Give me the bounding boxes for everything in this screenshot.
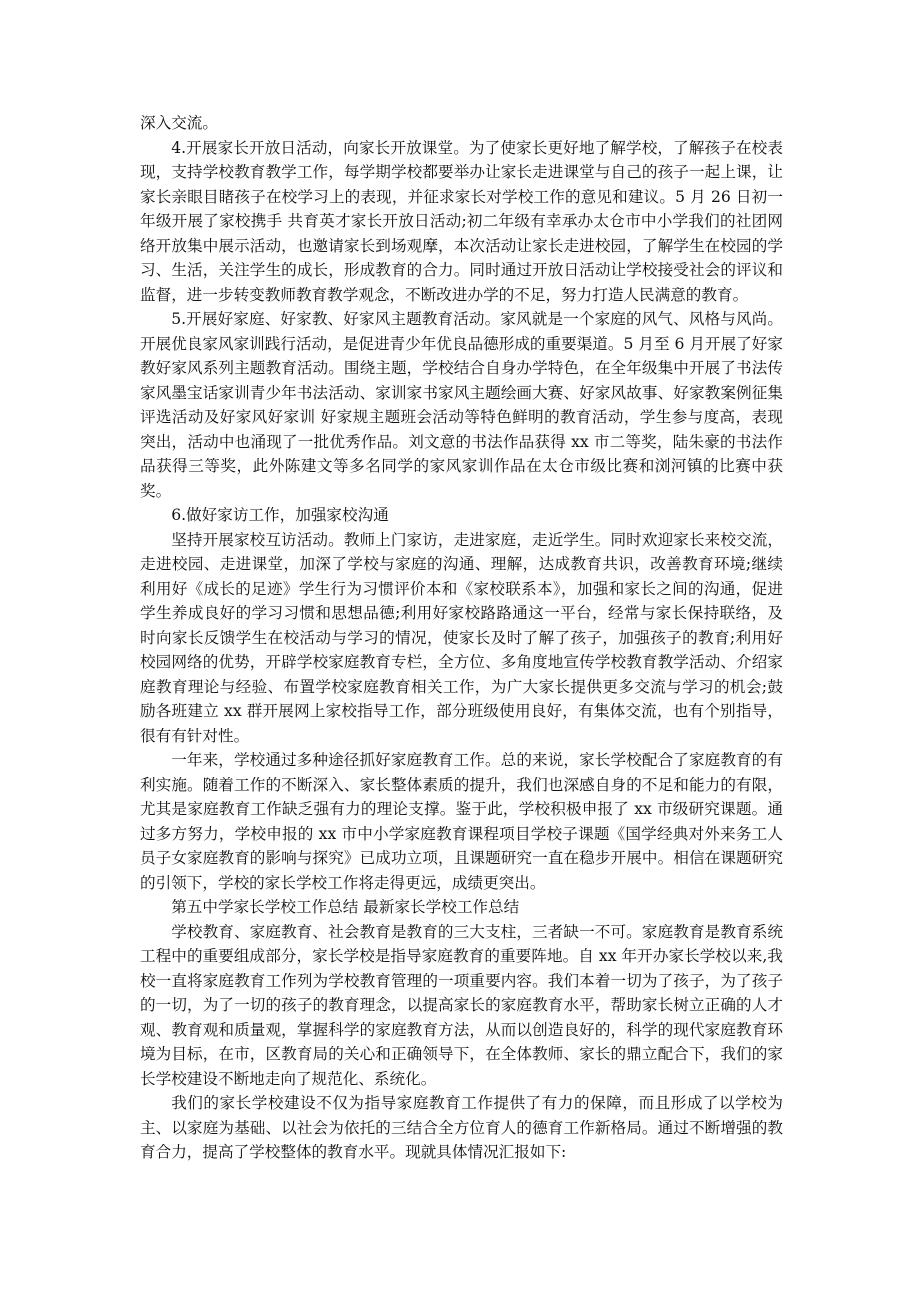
paragraph-overview: 我们的家长学校建设不仅为指导家庭教育工作提供了有力的保障，而且形成了以学校为主、以家庭为基础、以社会为依托的三结合全方位育人的德育工作新格局。通过不断增强的教育合力，提高了学校整体的教育水平。现就具体情况汇报如下: <box>140 1094 783 1161</box>
paragraph-year-summary: 一年来，学校通过多种途径抓好家庭教育工作。总的来说，家长学校配合了家庭教育的有利实施。随着工作的不断深入、家长整体素质的提升，我们也深感自身的不足和能力的有限，尤其是家庭教育工作缺乏强有力的理论支撑。鉴于此，学校积极申报了 xx 市级研究课题。通过多方努力，学校申报的 xx 市中小学家庭教育课程项目学校子课题《国学经典对外来务工人员子女家庭教育的影响与探究》已成功立项，且课题研究一直在稳步开展中。相信在课题研究的引领下，学校的家长学校工作将走得更远，成绩更突出。 <box>140 751 783 892</box>
paragraph-open-day: 4.开展家长开放日活动，向家长开放课堂。为了使家长更好地了解学校，了解孩子在校表现，支持学校教育教学工作，每学期学校都要举办让家长走进课堂与自己的孩子一起上课，让家长亲眼目睹孩子在校学习上的表现，并征求家长对学校工作的意见和建议。5 月 26 日初一年级开展了家校携手 共育英才家长开放日活动;初二年级有幸承办太仓市中小学我们的社团网络开放集中展示活动，也邀请家长到场观摩，本次活动让家长走进校园，了解学生在校园的学习、生活，关注学生的成长，形成教育的合力。同时通过开放日活动让学校接受社会的评议和监督，进一步转变教师教育教学观念，不断改进办学的不足，努力打造人民满意的教育。 <box>140 138 783 304</box>
document-title: 第五中学家长学校工作总结 最新家长学校工作总结 <box>171 898 520 916</box>
paragraph-home-visit: 坚持开展家校互访活动。教师上门家访，走进家庭，走近学生。同时欢迎家长来校交流，走进校园、走进课堂，加深了学校与家庭的沟通、理解，达成教育共识，改善教育环境;继续利用好《成长的足迹》学生行为习惯评价本和《家校联系本》，加强和家长之间的沟通，促进学生养成良好的学习习惯和思想品德;利用好家校路路通这一平台，经常与家长保持联络，及时向家长反馈学生在校活动与学习的情况，使家长及时了解了孩子，加强孩子的教育;利用好校园网络的优势，开辟学校家庭教育专栏，全方位、多角度地宣传学校教育教学活动、介绍家庭教育理论与经验、布置学校家庭教育相关工作，为广大家长提供更多交流与学习的机会;鼓励各班建立 xx 群开展网上家校指导工作，部分班级使用良好，有集体交流，也有个别指导，很有有针对性。 <box>140 530 783 745</box>
paragraph-family-style: 5.开展好家庭、好家教、好家风主题教育活动。家风就是一个家庭的风气、风格与风尚。开展优良家风家训践行活动，是促进青少年优良品德形成的重要渠道。5 月至 6 月开展了好家教好家风系列主题教育活动。围绕主题，学校结合自身办学特色，在全年级集中开展了书法传家风墨宝话家训青少年书法活动、家训家书家风主题绘画大赛、好家风故事、好家教案例征集评选活动及好家风好家训 好家规主题班会活动等特色鲜明的教育活动，学生参与度高，表现突出，活动中也涌现了一批优秀作品。刘文意的书法作品获得 xx 市二等奖，陆朱豪的书法作品获得三等奖，此外陈建文等多名同学的家风家训作品在太仓市级比赛和浏河镇的比赛中获奖。 <box>140 310 783 500</box>
paragraph-continuation: 深入交流。 <box>140 114 218 132</box>
section-heading-home-visit: 6.做好家访工作，加强家校沟通 <box>171 506 389 524</box>
paragraph-intro: 学校教育、家庭教育、社会教育是教育的三大支柱，三者缺一不可。家庭教育是教育系统工程中的重要组成部分，家长学校是指导家庭教育的重要阵地。自 xx 年开办家长学校以来,我校一直将家庭教育工作列为学校教育管理的一项重要内容。我们本着一切为了孩子，为了孩子的一切，为了一切的孩子的教育理念，以提高家长的家庭教育水平，帮助家长树立正确的人才观、教育观和质量观，掌握科学的家庭教育方法，从而以创造良好的，科学的现代家庭教育环境为目标，在市，区教育局的关心和正确领导下，在全体教师、家长的鼎立配合下，我们的家长学校建设不断地走向了规范化、系统化。 <box>140 922 783 1088</box>
